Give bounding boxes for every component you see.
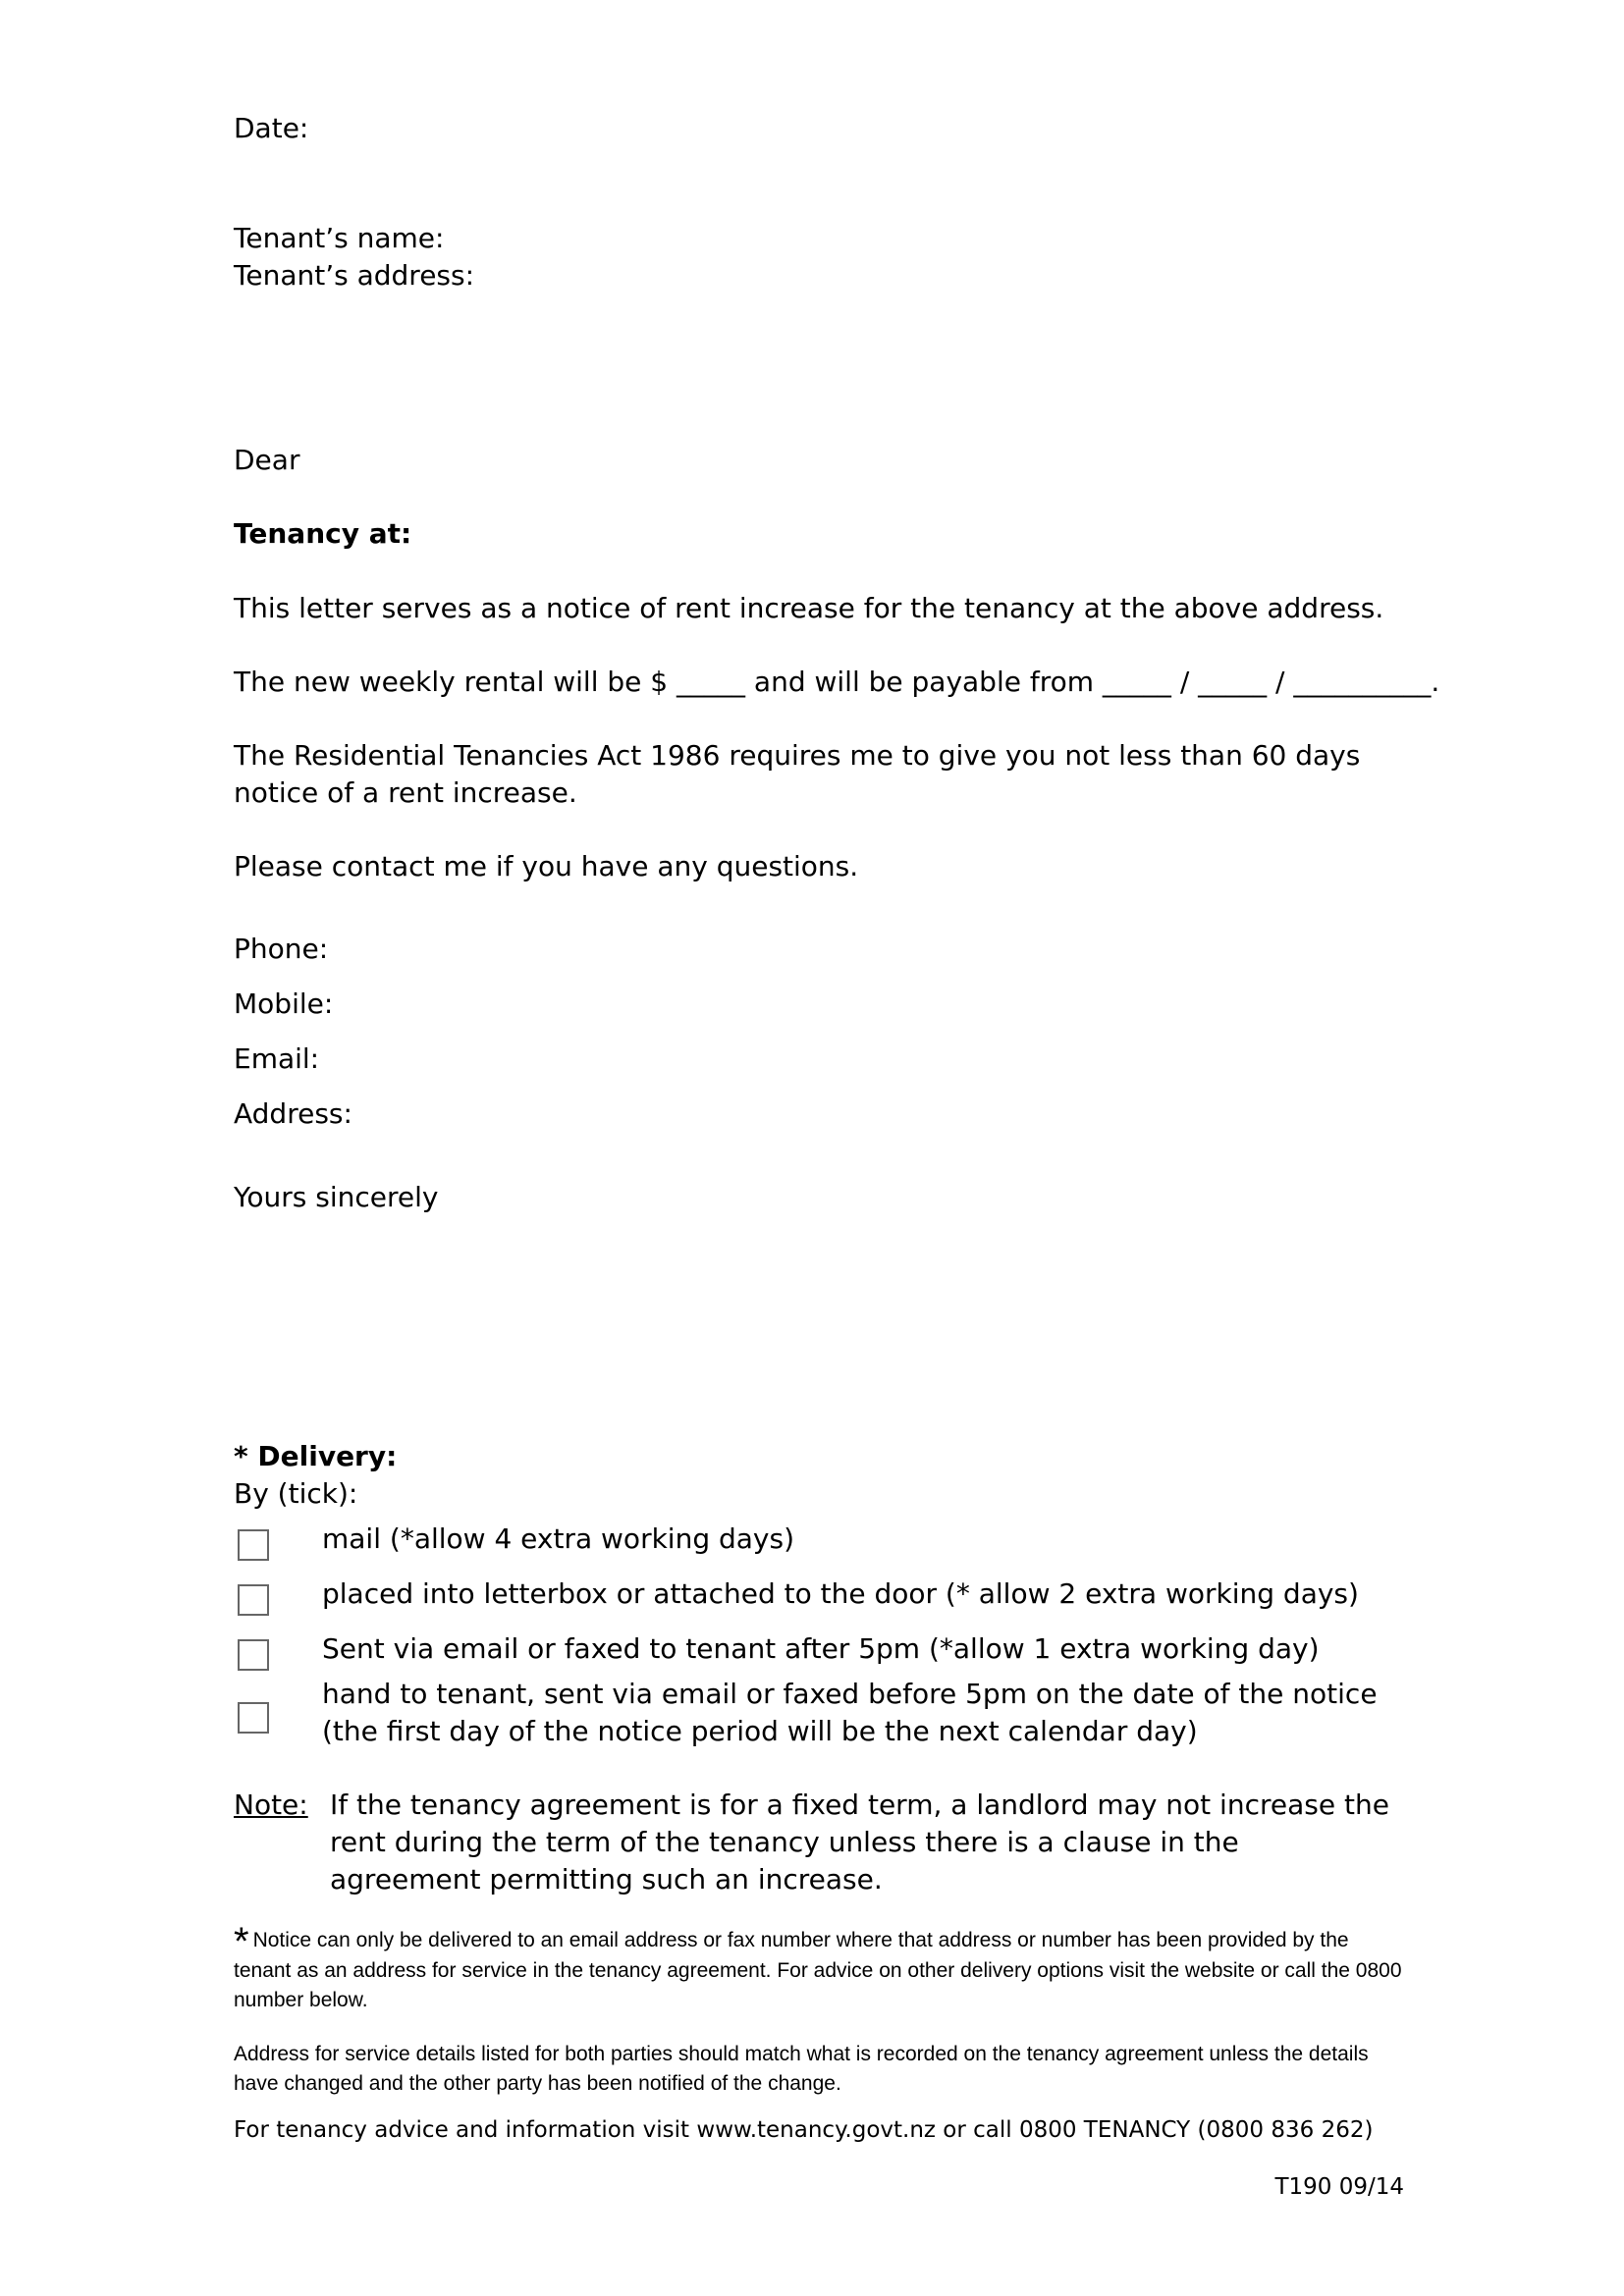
mobile-label: Mobile:: [234, 988, 334, 1020]
contact-paragraph: Please contact me if you have any questions.: [234, 850, 859, 882]
delivery-letterbox-checkbox[interactable]: [238, 1584, 269, 1616]
footnote-delivery-text: Notice can only be delivered to an email address or fax number where that address or number has been provided by the tenant as an address for service in the tenancy agreement. For advice on other delivery options visit the website or call the 0800 number below.: [234, 1929, 1402, 2011]
tenant-address-label: Tenant’s address:: [234, 259, 475, 292]
form-code: T190 09/14: [1274, 2174, 1404, 2200]
tenancy-at-heading: Tenancy at:: [234, 517, 412, 550]
delivery-by-label: By (tick):: [234, 1477, 358, 1510]
date-label: Date:: [234, 112, 309, 144]
address-label: Address:: [234, 1097, 352, 1130]
phone-label: Phone:: [234, 933, 329, 965]
footnote-address-service: Address for service details listed for both parties should match what is recorded on the tenancy agreement unless the details have changed and the other party has been notified of the change.: [234, 2043, 1369, 2095]
tenancy-info-line: For tenancy advice and information visit www.tenancy.govt.nz or call 0800 TENANCY (0800 836 262): [234, 2117, 1374, 2143]
new-rent-paragraph: The new weekly rental will be $ _____ and will be payable from _____ / _____ / __________.: [234, 666, 1440, 698]
note-label: Note:: [234, 1789, 308, 1821]
salutation: Dear: [234, 444, 300, 476]
footnote-star: *: [234, 1920, 249, 1963]
delivery-hand-checkbox[interactable]: [238, 1702, 269, 1734]
act-paragraph: The Residential Tenancies Act 1986 requires me to give you not less than 60 days notice of a rent increase.: [234, 739, 1361, 809]
tenant-name-label: Tenant’s name:: [234, 222, 445, 254]
delivery-email-after-5pm-label: Sent via email or faxed to tenant after 5pm (*allow 1 extra working day): [322, 1632, 1320, 1665]
delivery-mail-label: mail (*allow 4 extra working days): [322, 1522, 795, 1555]
delivery-heading: * Delivery:: [234, 1440, 398, 1472]
delivery-hand-label: hand to tenant, sent via email or faxed before 5pm on the date of the notice: [322, 1678, 1378, 1710]
delivery-letterbox-label: placed into letterbox or attached to the door (* allow 2 extra working days): [322, 1577, 1359, 1610]
closing: Yours sincerely: [234, 1181, 439, 1213]
email-label: Email:: [234, 1042, 320, 1075]
delivery-hand-label-line2: (the first day of the notice period will be the next calendar day): [322, 1715, 1198, 1747]
notice-paragraph: This letter serves as a notice of rent increase for the tenancy at the above address.: [234, 592, 1384, 624]
note-text: If the tenancy agreement is for a fixed term, a landlord may not increase the rent during the term of the tenancy unless there is a clause in the agreement permitting such an increase.: [330, 1789, 1389, 1896]
footnote-delivery: [234, 1920, 1402, 2015]
delivery-email-after-5pm-checkbox[interactable]: [238, 1639, 269, 1671]
delivery-mail-checkbox[interactable]: [238, 1529, 269, 1561]
